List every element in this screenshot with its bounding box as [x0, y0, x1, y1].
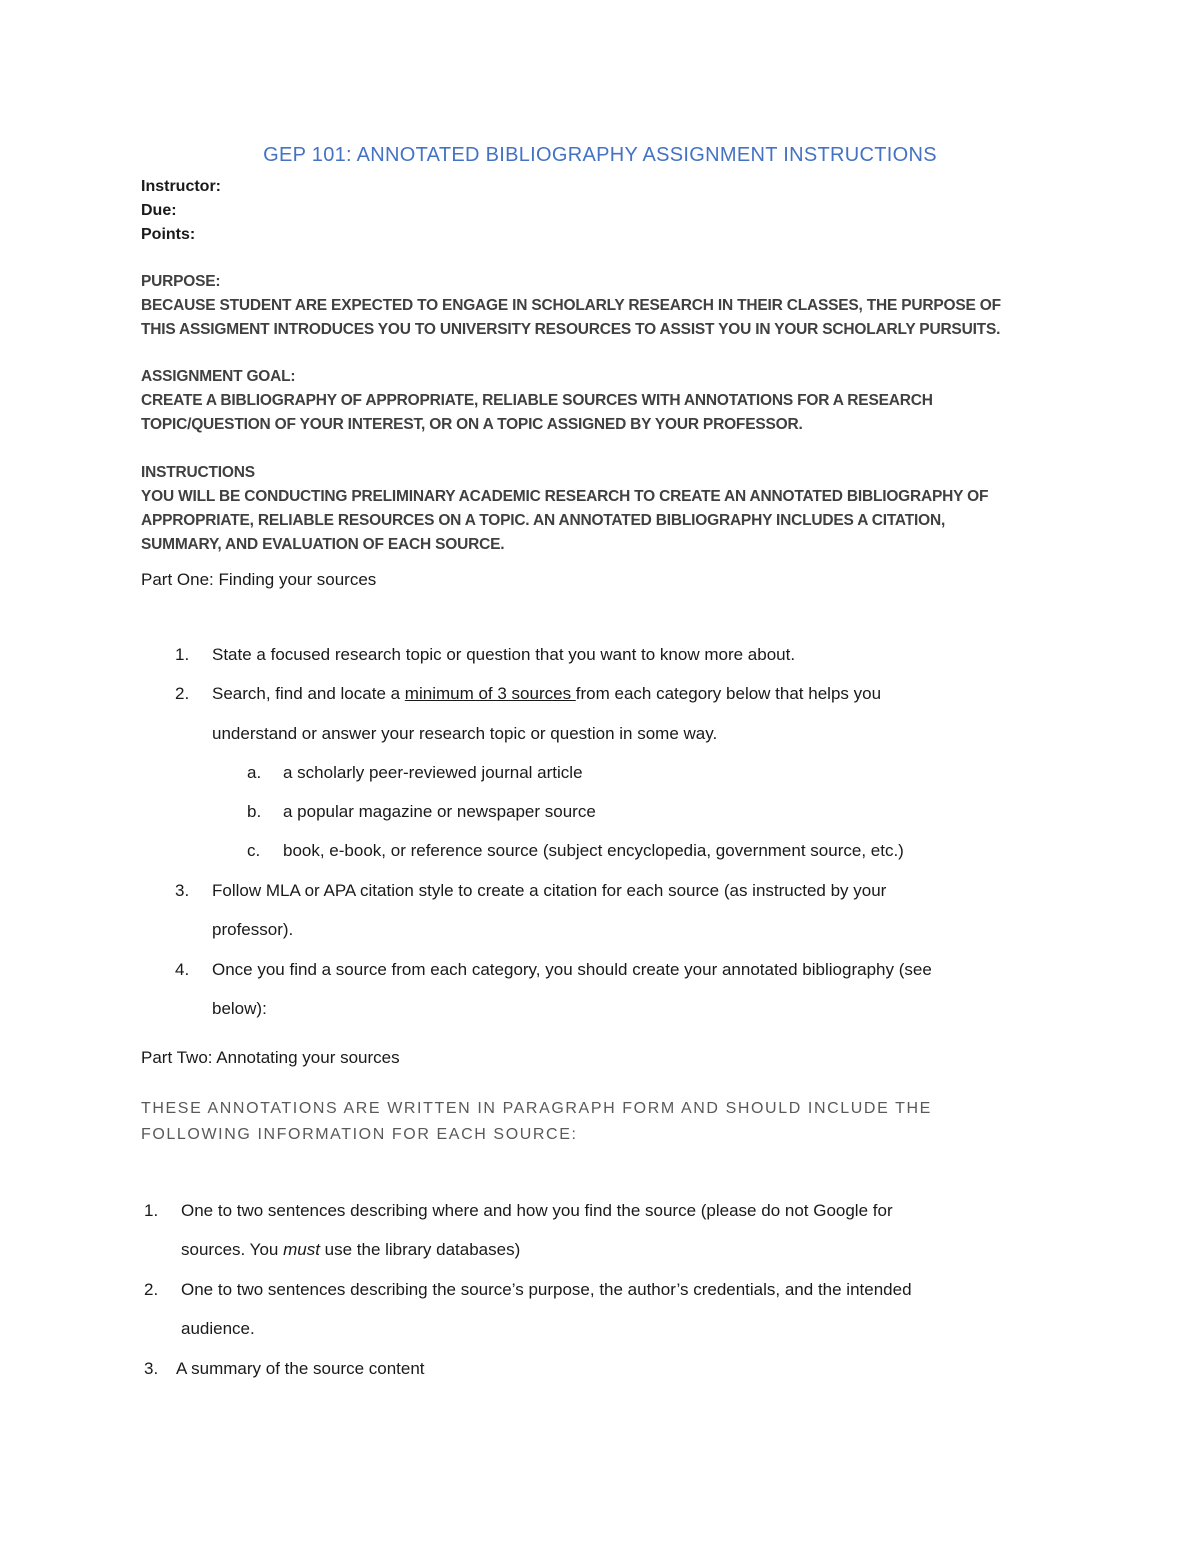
sublist-item: a scholarly peer-reviewed journal article — [283, 763, 583, 782]
list-item-text: Search, find and locate a — [212, 684, 405, 703]
list-item: A summary of the source content — [176, 1359, 425, 1378]
list-item-text: use the library databases) — [319, 1240, 521, 1259]
instructor-label: Instructor: — [141, 178, 221, 195]
list-item-continuation: audience. — [181, 1319, 255, 1338]
due-label: Due: — [141, 202, 177, 219]
list-number: 2. — [144, 1280, 159, 1299]
list-number: 2. — [175, 684, 190, 703]
instructions-line: SUMMARY, AND EVALUATION OF EACH SOURCE. — [141, 536, 505, 553]
list-item: One to two sentences describing where and how you find the source (please do not Google for — [181, 1201, 893, 1220]
goal-line: CREATE A BIBLIOGRAPHY OF APPROPRIATE, RELIABLE SOURCES WITH ANNOTATIONS FOR A RESEARCH — [141, 392, 933, 409]
goal-line: TOPIC/QUESTION OF YOUR INTEREST, OR ON A TOPIC ASSIGNED BY YOUR PROFESSOR. — [141, 416, 803, 433]
list-item-text: sources. You — [181, 1240, 284, 1259]
sublist-item: a popular magazine or newspaper source — [283, 802, 596, 821]
sublist-letter: b. — [247, 802, 262, 821]
purpose-heading: PURPOSE: — [141, 273, 221, 290]
list-item-continuation — [181, 1240, 520, 1260]
points-label: Points: — [141, 226, 196, 243]
list-number: 3. — [175, 881, 190, 900]
purpose-line: BECAUSE STUDENT ARE EXPECTED TO ENGAGE IN SCHOLARLY RESEARCH IN THEIR CLASSES, THE PURPOSE OF — [141, 297, 1001, 314]
part-one-heading: Part One: Finding your sources — [141, 570, 377, 589]
list-item-continuation: understand or answer your research topic or question in some way. — [212, 724, 718, 743]
instructions-line: YOU WILL BE CONDUCTING PRELIMINARY ACADEMIC RESEARCH TO CREATE AN ANNOTATED BIBLIOGRAPHY OF — [141, 488, 989, 505]
list-number: 3. — [144, 1359, 159, 1378]
part-two-intro: THESE ANNOTATIONS ARE WRITTEN IN PARAGRAPH FORM AND SHOULD INCLUDE THE — [141, 1100, 932, 1117]
list-item-continuation: professor). — [212, 920, 294, 939]
document-title: GEP 101: ANNOTATED BIBLIOGRAPHY ASSIGNMENT INSTRUCTIONS — [263, 144, 937, 166]
underlined-phrase: minimum of 3 sources — [404, 684, 576, 703]
sublist-letter: a. — [247, 763, 262, 782]
part-two-intro: FOLLOWING INFORMATION FOR EACH SOURCE: — [141, 1126, 578, 1143]
list-item: Follow MLA or APA citation style to create a citation for each source (as instructed by your — [212, 881, 887, 900]
goal-heading: ASSIGNMENT GOAL: — [141, 368, 296, 385]
list-item: Once you find a source from each category, you should create your annotated bibliography (see — [212, 960, 932, 979]
list-item: One to two sentences describing the source’s purpose, the author’s credentials, and the intended — [181, 1280, 912, 1299]
purpose-line: THIS ASSIGMENT INTRODUCES YOU TO UNIVERSITY RESOURCES TO ASSIST YOU IN YOUR SCHOLARLY PURSUITS. — [141, 321, 1001, 338]
list-item: State a focused research topic or question that you want to know more about. — [212, 645, 796, 664]
list-item-text: from each category below that helps you — [575, 684, 882, 703]
emphasis-text: must — [283, 1240, 320, 1259]
instructions-heading: INSTRUCTIONS — [141, 464, 255, 481]
sublist-item: book, e-book, or reference source (subject encyclopedia, government source, etc.) — [283, 841, 904, 860]
list-item — [212, 684, 881, 704]
list-number: 1. — [144, 1201, 159, 1220]
part-two-heading: Part Two: Annotating your sources — [141, 1048, 400, 1067]
list-number: 1. — [175, 645, 190, 664]
sublist-letter: c. — [247, 841, 261, 860]
list-number: 4. — [175, 960, 190, 979]
instructions-line: APPROPRIATE, RELIABLE RESOURCES ON A TOPIC. AN ANNOTATED BIBLIOGRAPHY INCLUDES A CITATION, — [141, 512, 946, 529]
list-item-continuation: below): — [212, 999, 267, 1018]
